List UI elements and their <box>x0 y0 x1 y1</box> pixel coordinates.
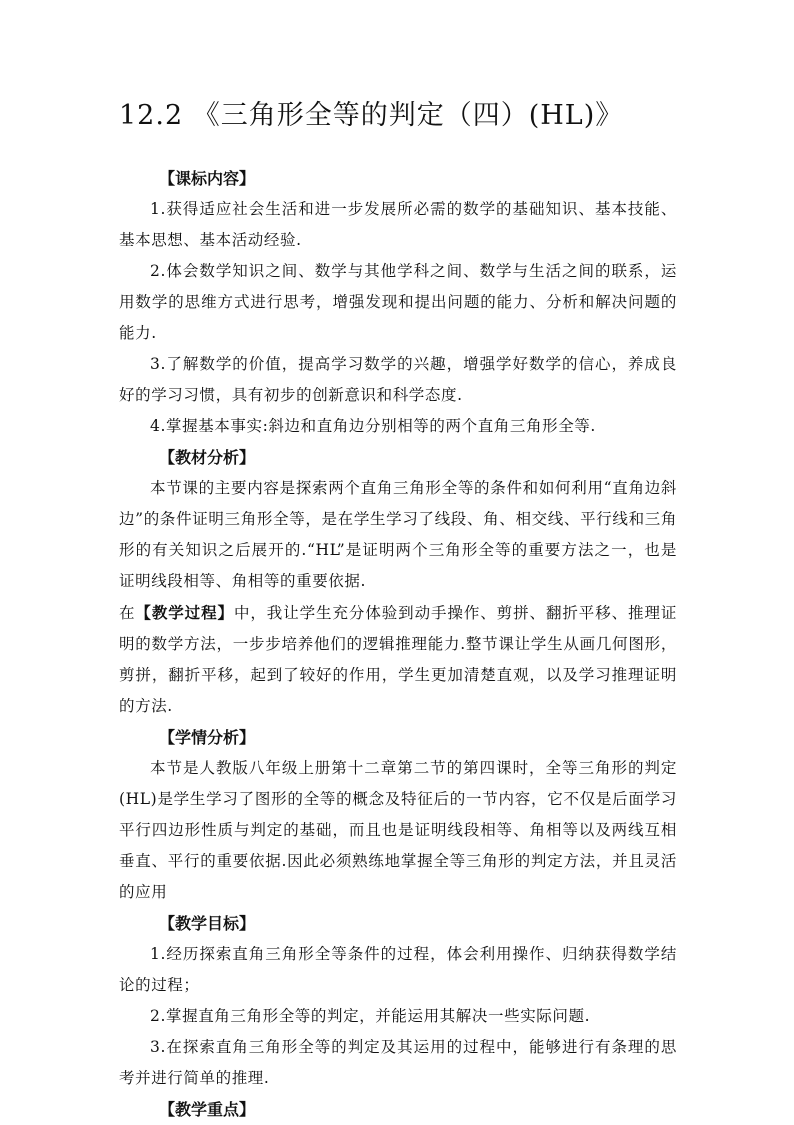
paragraph: 1.获得适应社会生活和进一步发展所必需的数学的基础知识、基本技能、基本思想、基本活动经验. <box>119 200 677 249</box>
section-teaching-objectives <box>119 908 677 1094</box>
inline-heading-teaching-process: 【教学过程】 <box>135 603 234 622</box>
continuation-prefix: 在 <box>119 604 136 622</box>
document-body <box>119 163 677 1125</box>
section-curriculum-standards <box>119 163 677 442</box>
paragraph: 本节课的主要内容是探索两个直角三角形全等的条件和如何利用“直角边斜边”的条件证明三角形全等，是在学生学习了线段、角、相交线、平行线和三角形的有关知识之后展开的.“HL”是证明两个三角形全等的重要方法之一，也是证明线段相等、角相等的重要依据. <box>119 479 677 590</box>
document-title: 12.2 《三角形全等的判定（四）(HL)》 <box>119 100 624 131</box>
paragraph: 2.体会数学知识之间、数学与其他学科之间、数学与生活之间的联系，运用数学的思维方式进行思考，增强发现和提出问题的能力、分析和解决问题的能力. <box>119 262 677 342</box>
paragraph: 3.了解数学的价值，提高学习数学的兴趣，增强学好数学的信心，养成良好的学习习惯，具有初步的创新意识和科学态度. <box>119 355 677 404</box>
section-heading: 【学情分析】 <box>159 728 256 747</box>
section-learner-analysis <box>119 722 677 908</box>
section-heading: 【教学目标】 <box>159 914 256 933</box>
section-heading: 【教学重点】 <box>159 1100 256 1119</box>
paragraph: 1.经历探索直角三角形全等条件的过程，体会利用操作、归纳获得数学结论的过程； <box>119 945 677 994</box>
continuation-text: 中，我让学生充分体验到动手操作、剪拼、翻折平移、推理证明的数学方法，一步步培养他们的逻辑推理能力.整节课让学生从画几何图形，剪拼，翻折平移，起到了较好的作用，学生更加清楚直观，以及学习推理证明的方法. <box>119 604 677 715</box>
section-textbook-analysis <box>119 442 677 722</box>
section-heading: 【教材分析】 <box>159 448 256 467</box>
section-heading: 【课标内容】 <box>159 169 256 188</box>
paragraph: 4.掌握基本事实:斜边和直角边分别相等的两个直角三角形全等. <box>150 417 596 435</box>
section-teaching-focus <box>119 1094 677 1125</box>
paragraph: 2.掌握直角三角形全等的判定，并能运用其解决一些实际问题. <box>150 1007 591 1025</box>
paragraph: 3.在探索直角三角形全等的判定及其运用的过程中，能够进行有条理的思考并进行简单的推理. <box>119 1038 677 1087</box>
paragraph: 本节是人教版八年级上册第十二章第二节的第四课时，全等三角形的判定(HL)是学生学习了图形的全等的概念及特征后的一节内容，它不仅是后面学习平行四边形性质与判定的基础，而且也是证明线段相等、角相等以及两线互相垂直、平行的重要依据.因此必须熟练地掌握全等三角形的判定方法，并且灵活的应用 <box>119 759 677 901</box>
paragraph-continuation <box>119 597 677 722</box>
